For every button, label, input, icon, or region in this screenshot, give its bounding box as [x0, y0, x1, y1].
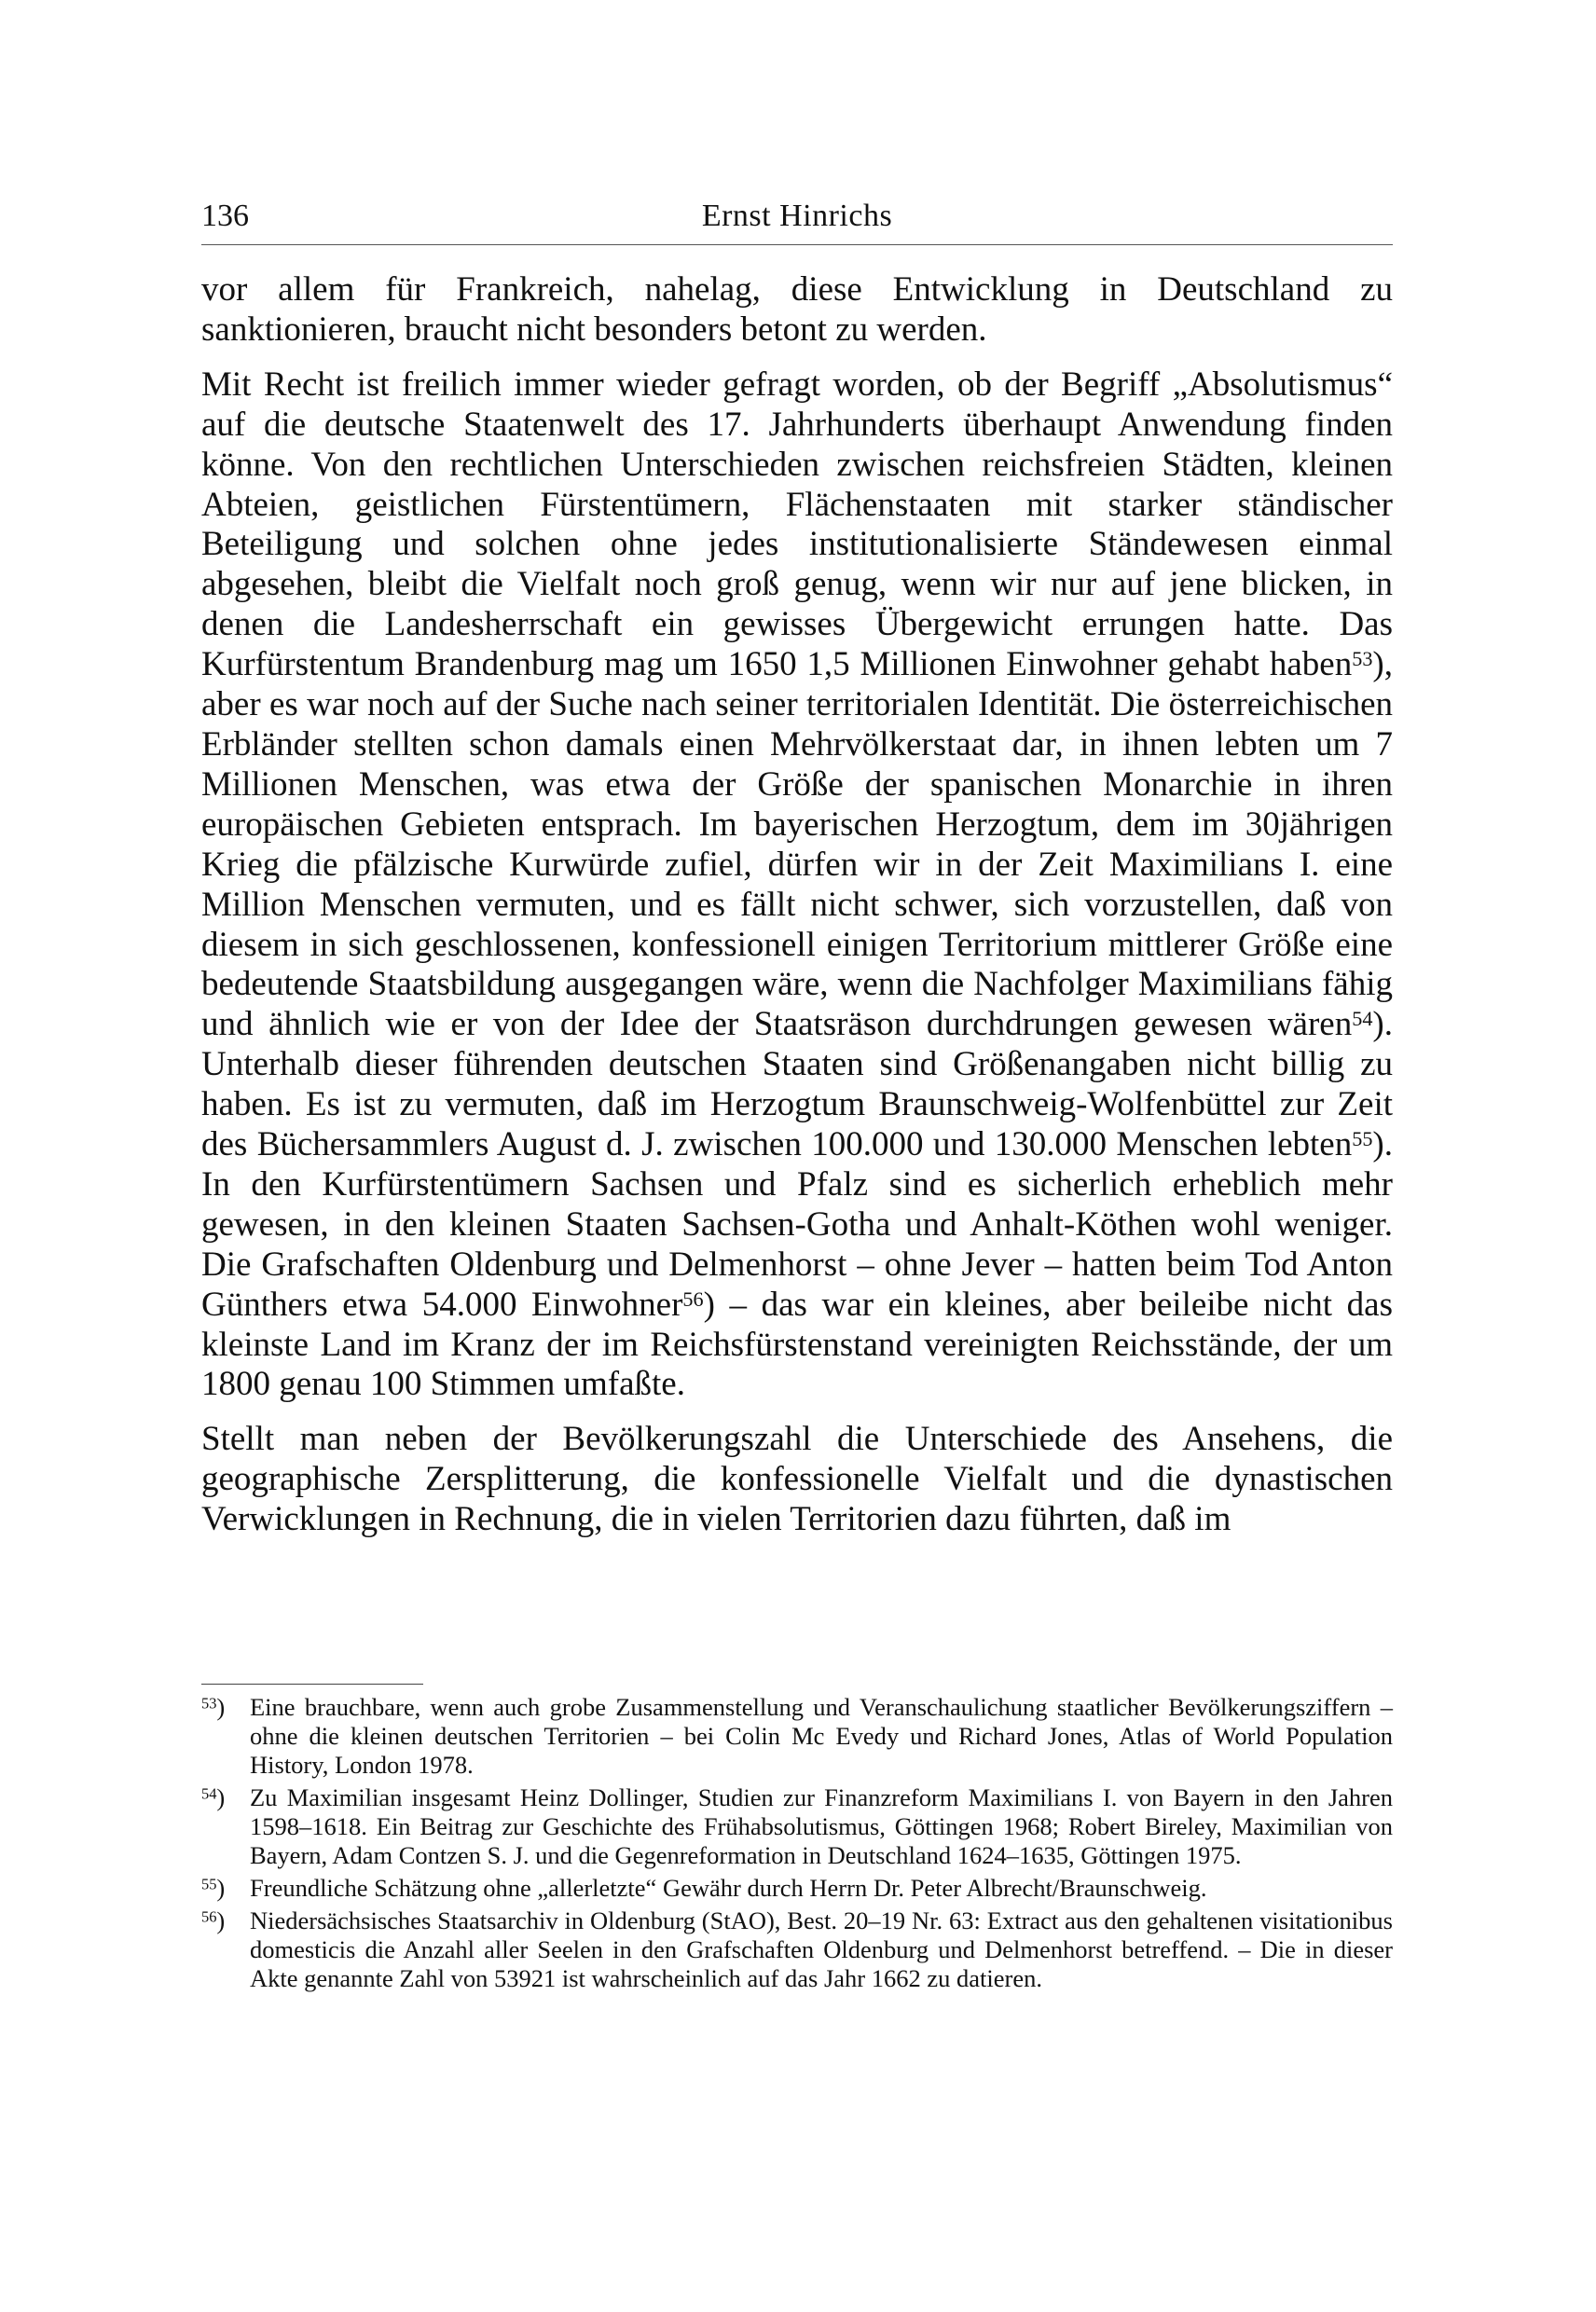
footnote-ref-55: 55 — [1352, 1127, 1373, 1151]
running-head — [201, 192, 1393, 241]
footnote-56 — [201, 1906, 1393, 1993]
footnote-number: $^{56}$) — [201, 1906, 226, 1934]
footnote-text: Zu Maximilian insgesamt Heinz Dollinger, Studien zur Finanzreform Maximilians I. von Bayern in den Jahren 1598–1618. Ein Beitrag zur Geschichte des Frühabsolutismus, Göttingen 1968; Robert Bireley, Maximilian von Bayern, Adam Contzen S. J. und die Gegenreformation in Deutschland 1624–1635, Göttingen 1975. — [250, 1783, 1393, 1869]
footnote-rule — [201, 1684, 423, 1685]
footnote-number: $^{54}$) — [201, 1783, 226, 1811]
page-number: 136 — [201, 199, 249, 233]
running-title: Ernst Hinrichs — [701, 199, 893, 233]
footnotes — [201, 1693, 1393, 1997]
paragraph-1: vor allem für Frankreich, nahelag, diese Entwicklung in Deutschland zu sanktionieren, braucht nicht besonders betont zu werden. — [201, 270, 1393, 349]
paragraph-2 — [201, 365, 1393, 1406]
footnote-text: Eine brauchbare, wenn auch grobe Zusammenstellung und Veranschaulichung staatlicher Bevölkerungsziffern – ohne die kleinen deutschen Territorien – bei Colin Mc Evedy und Richard Jones, Atlas of World Population History, London 1978. — [250, 1693, 1393, 1779]
body-text — [201, 270, 1393, 1540]
paragraph-2-text-b: ), aber es war noch auf der Suche nach seiner territorialen Identität. Die österreichischen Erbländer stellten schon damals einen Mehrvölkerstaat dar, in ihnen lebten um 7 Millionen Menschen, was etwa der Größe der spanischen Monarchie in ihren europäischen Gebieten entsprach. Im bayerischen Herzogtum, dem im 30jährigen Krieg die pfälzische Kurwürde zufiel, dürfen wir in der Zeit Maximilians I. eine Million Menschen vermuten, und es fällt nicht schwer, sich vorzustellen, daß von diesem in sich geschlossenen, konfessionell einigen Territorium mittlerer Größe eine bedeutende Staatsbildung ausgegangen wäre, wenn die Nachfolger Maximilians fähig und ähnlich wie er von der Idee der Staatsräson durchdrungen gewesen wären — [201, 645, 1393, 1044]
footnote-ref-54: 54 — [1352, 1007, 1373, 1031]
footnote-53 — [201, 1693, 1393, 1780]
paragraph-2-text-e: ) – das war ein kleines, aber beileibe nicht das kleinste Land im Kranz der im Reichsfürstenstand vereinigten Reichsstände, der um 1800 genau 100 Stimmen umfaßte. — [201, 1285, 1393, 1404]
footnote-ref-53: 53 — [1352, 647, 1373, 671]
footnote-54 — [201, 1783, 1393, 1870]
footnote-ref-56: 56 — [682, 1287, 704, 1311]
paragraph-3: Stellt man neben der Bevölkerungszahl die Unterschiede des Ansehens, die geographische Zersplitterung, die konfessionelle Vielfalt und die dynastischen Verwicklungen in Rechnung, die in vielen Territorien dazu führten, daß im — [201, 1420, 1393, 1539]
paragraph-2-text-c: ). Unterhalb dieser führenden deutschen Staaten sind Größenangaben nicht billig zu haben. Es ist zu vermuten, daß im Herzogtum Braunschweig-Wolfenbüttel zur Zeit des Büchersammlers August d. J. zwischen 100.000 und 130.000 Menschen lebten — [201, 1005, 1393, 1164]
footnote-55 — [201, 1874, 1393, 1903]
footnote-number: $^{55}$) — [201, 1874, 226, 1902]
footnote-number: $^{53}$) — [201, 1693, 226, 1721]
header-rule — [201, 244, 1393, 245]
footnote-text: Freundliche Schätzung ohne „allerletzte“ Gewähr durch Herrn Dr. Peter Albrecht/Braunschweig. — [250, 1874, 1207, 1902]
paragraph-2-text-a: Mit Recht ist freilich immer wieder gefragt worden, ob der Begriff „Absolutismus“ auf die deutsche Staatenwelt des 17. Jahrhunderts überhaupt Anwendung finden könne. Von den rechtlichen Unterschieden zwischen reichsfreien Städten, kleinen Abteien, geistlichen Fürstentümern, Flächenstaaten mit starker ständischer Beteiligung und solchen ohne jedes institutionalisierte Ständewesen einmal abgesehen, bleibt die Vielfalt noch groß genug, wenn wir nur auf jene blicken, in denen die Landesherrschaft ein gewisses Übergewicht errungen hatte. Das Kurfürstentum Brandenburg mag um 1650 1,5 Millionen Einwohner gehabt haben — [201, 365, 1393, 684]
footnote-text: Niedersächsisches Staatsarchiv in Oldenburg (StAO), Best. 20–19 Nr. 63: Extract aus den gehaltenen visitationibus domesticis die Anzahl aller Seelen in den Grafschaften Oldenburg und Delmenhorst betreffend. – Die in dieser Akte genannte Zahl von 53921 ist wahrscheinlich auf das Jahr 1662 zu datieren. — [250, 1906, 1393, 1992]
paragraph-2-text-d: ). In den Kurfürstentümern Sachsen und Pfalz sind es sicherlich erheblich mehr gewesen, in den kleinen Staaten Sachsen-Gotha und Anhalt-Köthen wohl weniger. Die Grafschaften Oldenburg und Delmenhorst – ohne Jever – hatten beim Tod Anton Günthers etwa 54.000 Einwohner — [201, 1125, 1393, 1324]
